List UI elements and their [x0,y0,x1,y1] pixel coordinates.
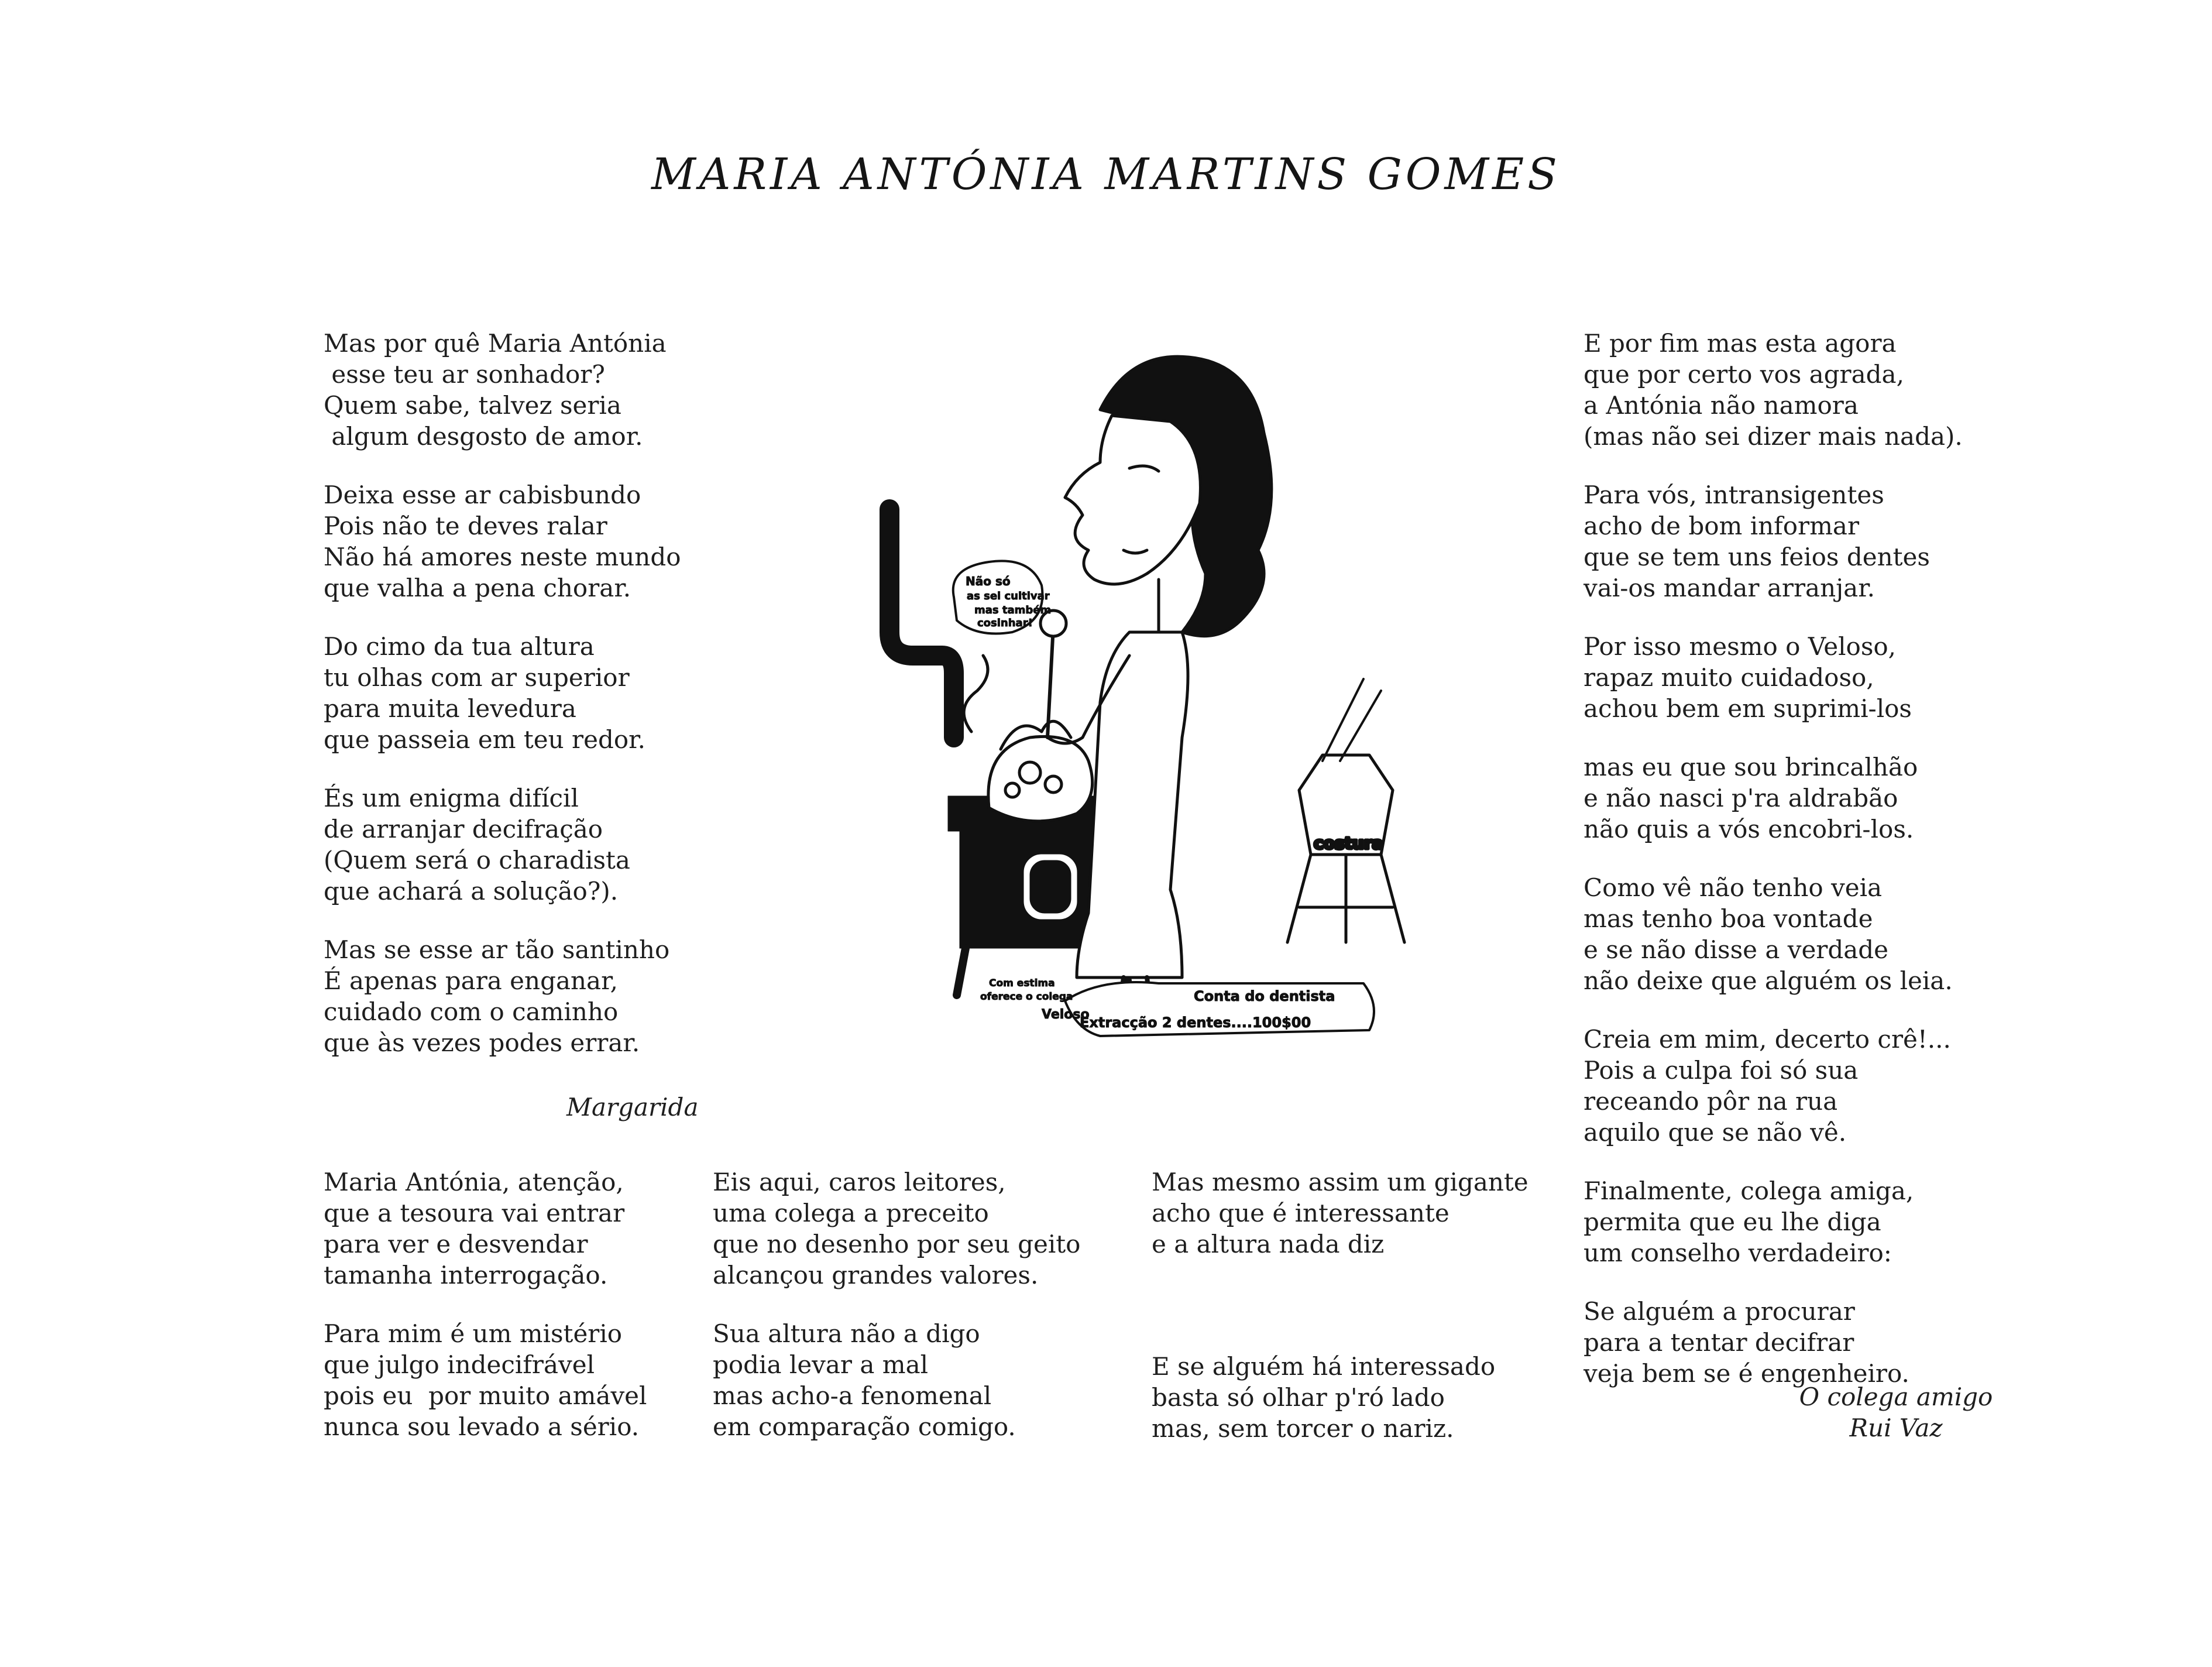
stanza: Creia em mim, decerto crê!... Pois a culpa foi só sua receando pôr na rua aquilo que se não vê. [1584,1025,1951,1147]
caricature-illustration [854,328,1440,1083]
face [1065,416,1200,584]
signature-line: Rui Vaz [1849,1414,1943,1442]
artist-signature: Veloso [1042,1007,1090,1022]
signature-margarida: Margarida [566,1093,699,1121]
stanza: Do cimo da tua altura tu olhas com ar superior para muita levedura que passeia em teu redor. [324,632,645,754]
speech-line: mas também [974,604,1052,616]
basket-label: costura [1314,834,1383,853]
poem-bottom-1 [324,1167,647,1470]
stanza: Sua altura não a digo podia levar a mal mas acho-a fenomenal em comparação comigo. [713,1319,1016,1441]
stanza: Deixa esse ar cabisbundo Pois não te deves ralar Não há amores neste mundo que valha a pena chorar. [324,481,681,602]
stanza: E por fim mas esta agora que por certo vos agrada, a Antónia não namora (mas não sei dizer mais nada). [1584,329,1963,451]
stanza: Mas se esse ar tão santinho É apenas para enganar, cuidado com o caminho que às vezes podes errar. [324,935,670,1057]
bill-title: Conta do dentista [1194,988,1335,1004]
poem-bottom-3 [1152,1167,1529,1472]
stanza: Para vós, intransigentes acho de bom informar que se tem uns feios dentes vai-os mandar arranjar. [1584,481,1930,602]
poem-bottom-2 [713,1167,1080,1470]
stanza: És um enigma difícil de arranjar decifração (Quem será o charadista que achará a solução?). [324,784,630,905]
signature-line: O colega amigo [1799,1383,1993,1411]
poem-right [1584,328,1963,1416]
page-title: MARIA ANTÓNIA MARTINS GOMES [651,149,1561,200]
speech-line: cosinhar! [977,617,1033,629]
stanza: Como vê não tenho veia mas tenho boa vontade e se não disse a verdade não deixe que alguém os leia. [1584,873,1953,995]
dedication-line: oferece o colega [980,991,1073,1003]
sewing-basket [1287,679,1404,942]
stanza: Por isso mesmo o Veloso, rapaz muito cuidadoso, achou bem em suprimi-los [1584,632,1912,723]
stanza: Para mim é um mistério que julgo indecifrável pois eu por muito amável nunca sou levado a sério. [324,1319,647,1441]
stanza: Mas mesmo assim um gigante acho que é interessante e a altura nada diz [1152,1168,1529,1258]
dedication-line: Com estima [989,977,1055,989]
signature-rui-vaz [1779,1381,2013,1443]
stanza: E se alguém há interessado basta só olhar p'ró lado mas, sem torcer o nariz. [1152,1352,1496,1443]
stanza: Maria Antónia, atenção, que a tesoura vai entrar para ver e desvendar tamanha interrogação. [324,1168,625,1289]
dress [1077,632,1188,977]
stanza: mas eu que sou brincalhão e não nasci p'ra aldrabão não quis a vós encobri-los. [1584,753,1918,843]
speech-line: as sei cultivar [967,590,1050,602]
bill-line: Extracção 2 dentes....100$00 [1080,1014,1311,1031]
speech-bubble [953,561,1052,633]
stove-pipe [889,509,954,738]
dentist-bill [1065,982,1374,1036]
stanza: Eis aqui, caros leitores, uma colega a preceito que no desenho por seu geito alcançou grandes valores. [713,1168,1081,1289]
speech-line: Não só [966,574,1011,588]
stanza: Finalmente, colega amiga, permita que eu lhe diga um conselho verdadeiro: [1584,1176,1914,1267]
stanza: Se alguém a procurar para a tentar decifrar veja bem se é engenheiro. [1584,1297,1909,1388]
poem-left [324,328,681,1086]
stanza: Mas por quê Maria Antónia esse teu ar sonhador? Quem sabe, talvez seria algum desgosto de amor. [324,329,667,451]
